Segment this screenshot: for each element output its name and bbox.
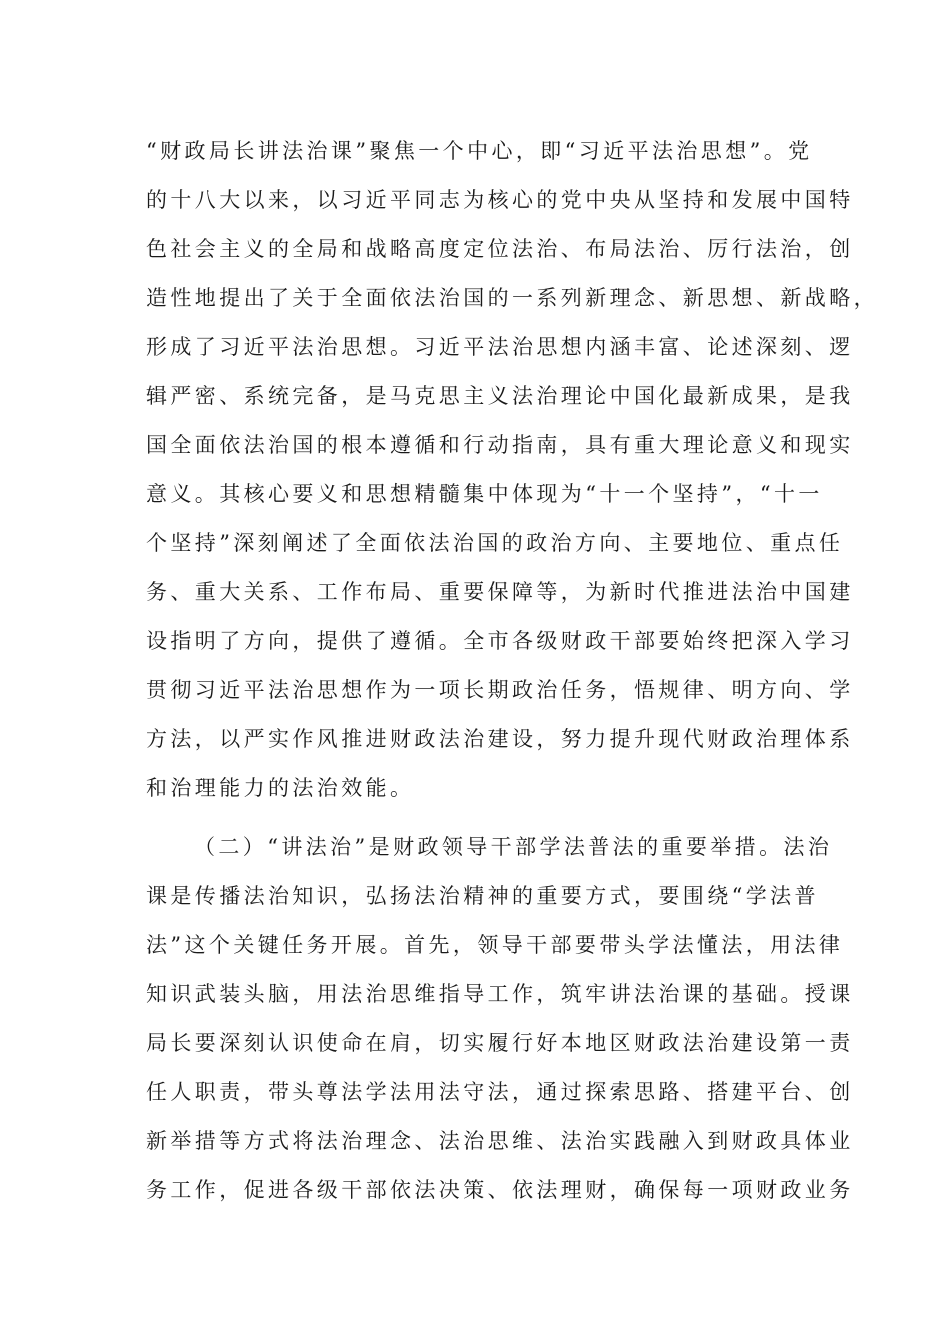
paragraph-line: 和治理能力的法治效能。	[146, 776, 415, 800]
paragraph-line: 意义。其核心要义和思想精髓集中体现为“十一个坚持”，“十一	[146, 482, 823, 506]
paragraph-line: 的十八大以来，以习近平同志为核心的党中央从坚持和发展中国特	[146, 188, 854, 212]
paragraph-line: 务、重大关系、工作布局、重要保障等，为新时代推进法治中国建	[146, 580, 854, 604]
paragraph-line: 设指明了方向，提供了遵循。全市各级财政干部要始终把深入学习	[146, 629, 854, 653]
paragraph-2	[146, 823, 854, 1215]
paragraph-line: 任人职责，带头尊法学法用法守法，通过探索思路、搭建平台、创	[146, 1080, 854, 1104]
paragraph-line: 色社会主义的全局和战略高度定位法治、布局法治、厉行法治，创	[146, 237, 854, 261]
paragraph-line: （二）“讲法治”是财政领导干部学法普法的重要举措。法治	[194, 835, 833, 859]
paragraph-line: 国全面依法治国的根本遵循和行动指南，具有重大理论意义和现实	[146, 433, 854, 457]
paragraph-line: 新举措等方式将法治理念、法治思维、法治实践融入到财政具体业	[146, 1129, 854, 1153]
paragraph-line: 局长要深刻认识使命在肩，切实履行好本地区财政法治建设第一责	[146, 1031, 854, 1055]
paragraph-line: “财政局长讲法治课”聚焦一个中心，即“习近平法治思想”。党	[146, 139, 813, 163]
paragraph-line: 课是传播法治知识，弘扬法治精神的重要方式，要围绕“学法普	[146, 884, 819, 908]
paragraph-line: 法”这个关键任务开展。首先，领导干部要带头学法懂法，用法律	[146, 933, 844, 957]
paragraph-1	[146, 127, 878, 813]
paragraph-line: 辑严密、系统完备，是马克思主义法治理论中国化最新成果，是我	[146, 384, 854, 408]
paragraph-line: 贯彻习近平法治思想作为一项长期政治任务，悟规律、明方向、学	[146, 678, 854, 702]
paragraph-line: 知识武装头脑，用法治思维指导工作，筑牢讲法治课的基础。授课	[146, 982, 854, 1006]
paragraph-line: 方法，以严实作风推进财政法治建设，努力提升现代财政治理体系	[146, 727, 854, 751]
paragraph-line: 务工作，促进各级干部依法决策、依法理财，确保每一项财政业务	[146, 1178, 854, 1202]
paragraph-line: 个坚持”深刻阐述了全面依法治国的政治方向、主要地位、重点任	[146, 531, 844, 555]
paragraph-line: 造性地提出了关于全面依法治国的一系列新理念、新思想、新战略，	[146, 286, 878, 310]
paragraph-line: 形成了习近平法治思想。习近平法治思想内涵丰富、论述深刻、逻	[146, 335, 854, 359]
